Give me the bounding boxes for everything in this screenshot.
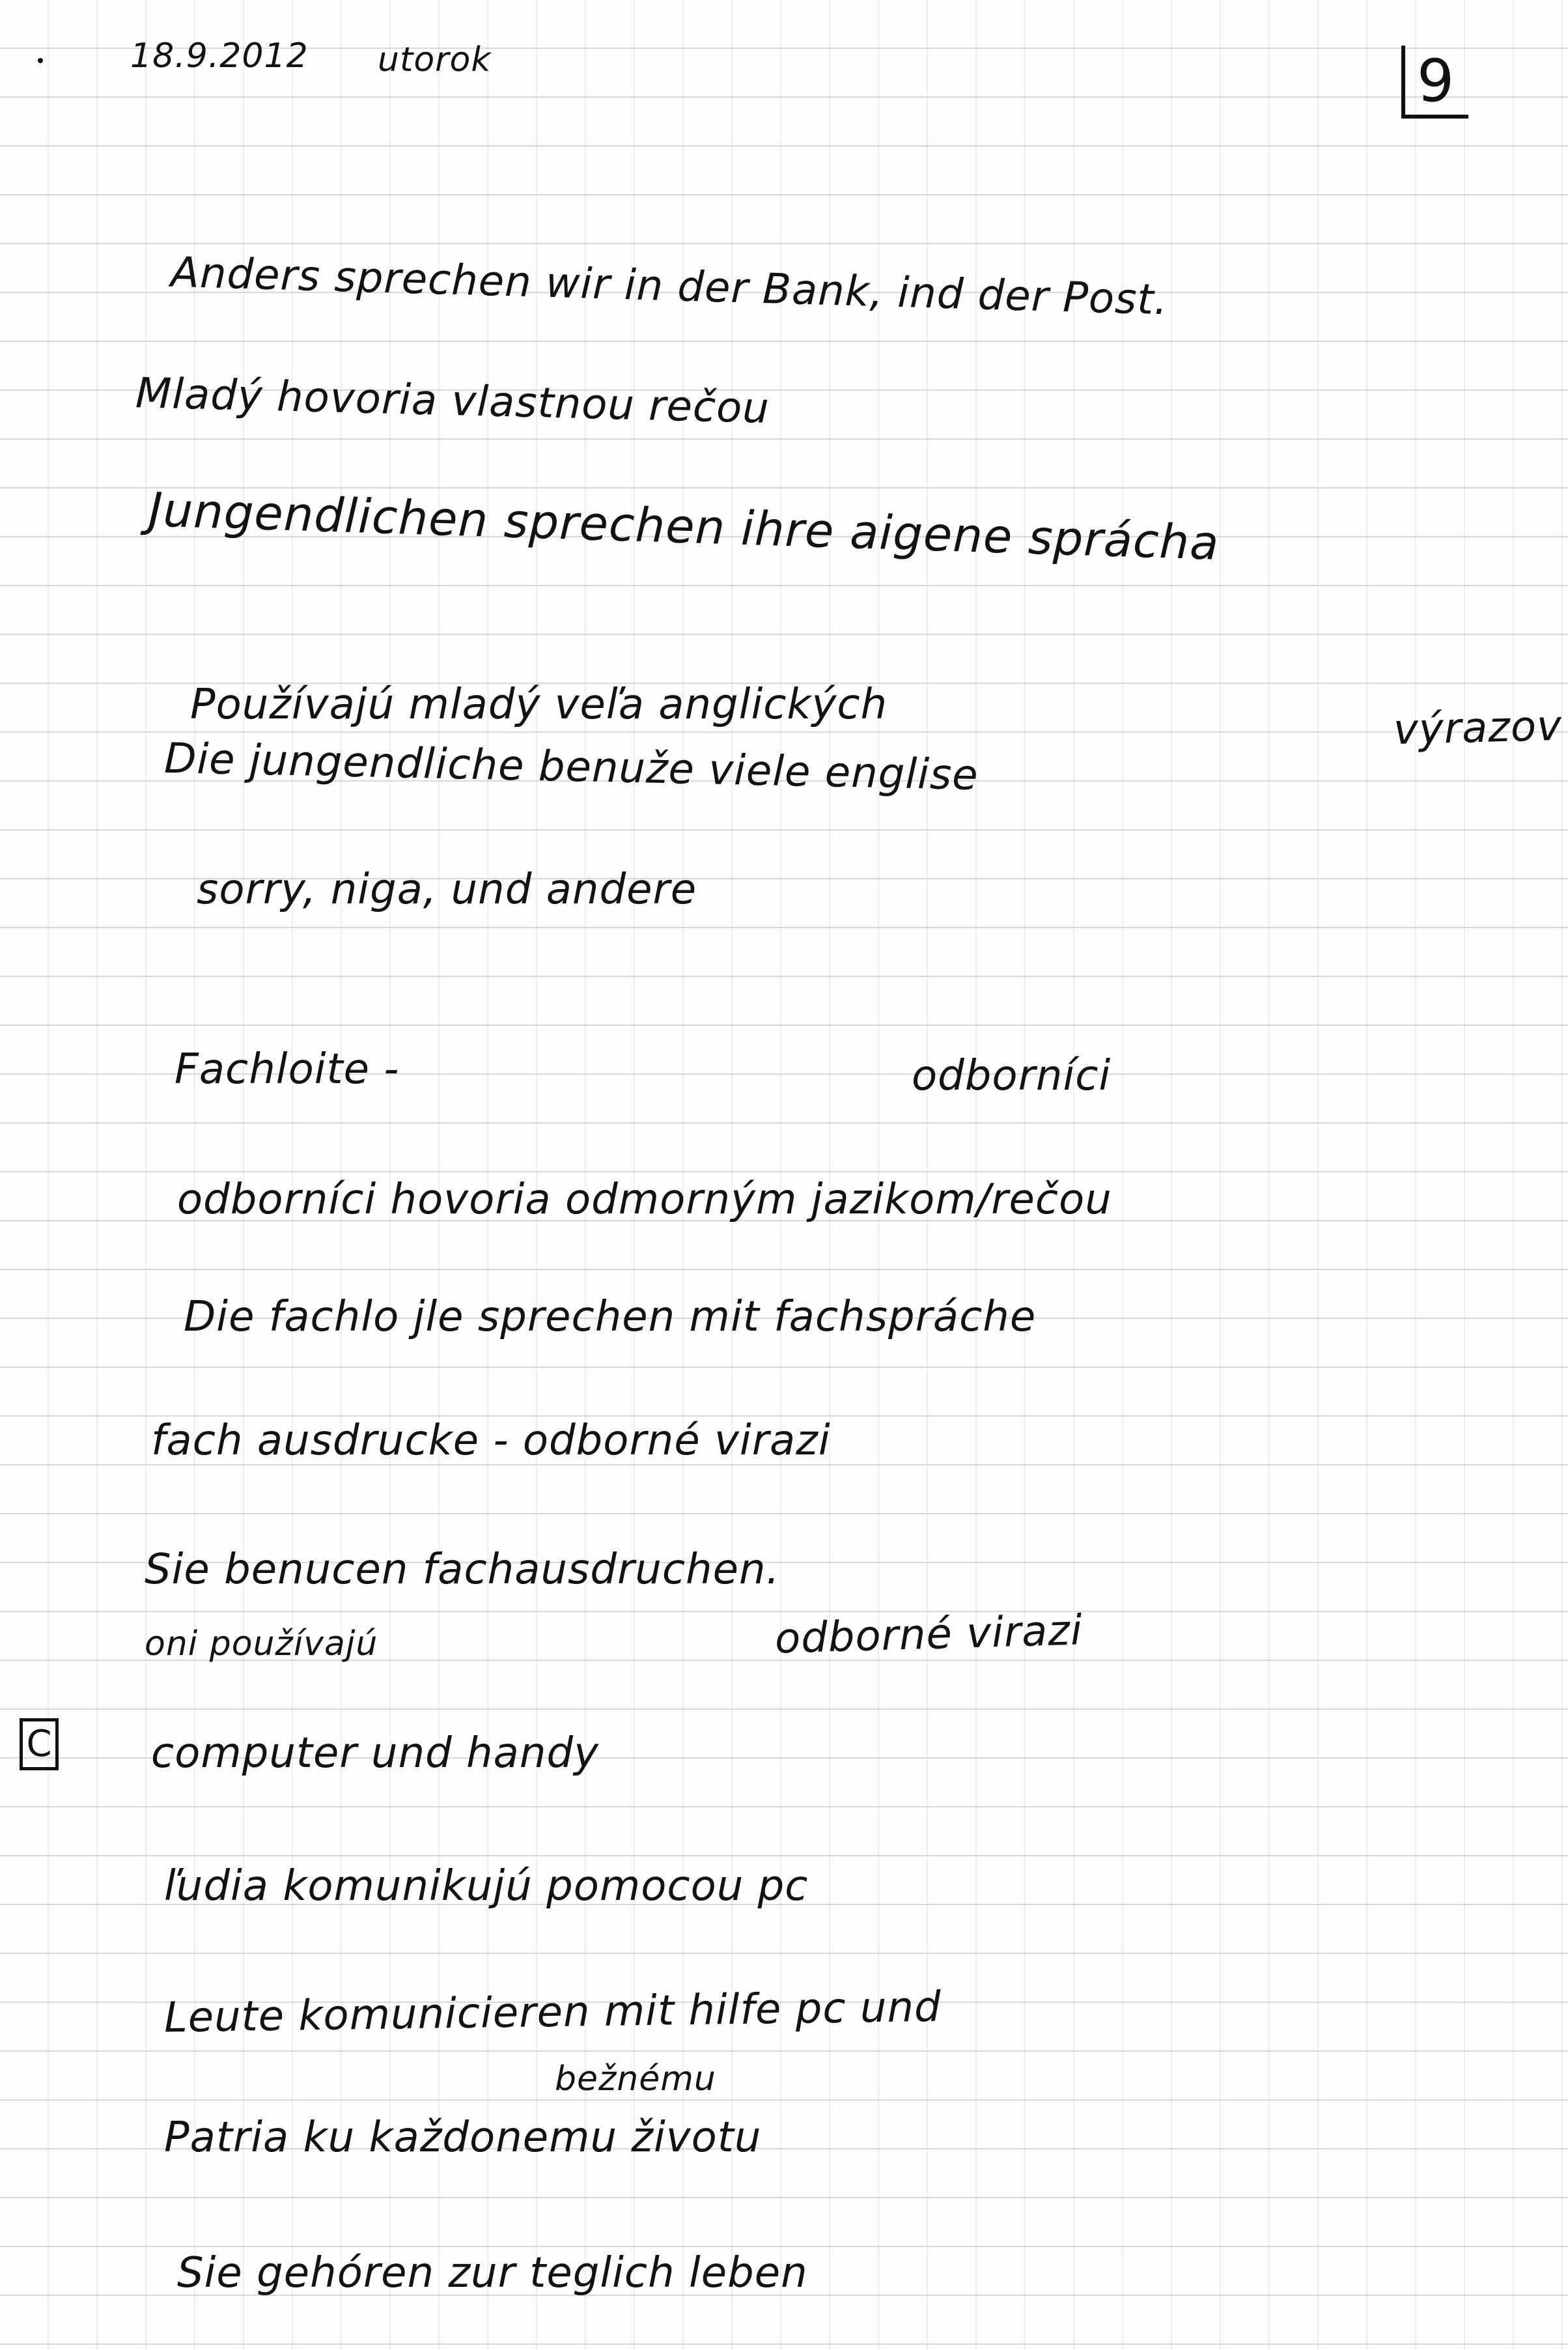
handwritten-line-12a: oni používajú [145,1624,378,1663]
weekday: utorok [378,40,492,79]
handwritten-line-17: Sie gehóren zur teglich leben [177,2249,808,2297]
handwritten-line-3: Jungendlichen sprechen ihre aigene sprácha [148,482,1220,571]
handwritten-line-11: Sie benucen fachausdruchen. [145,1546,780,1594]
handwritten-line-16: Patria ku každonemu životu [164,2114,762,2162]
handwritten-line-2: Mladý hovoria vlastnou rečou [135,369,770,433]
handwritten-line-4b: výrazov [1393,701,1563,755]
handwritten-line-8: odborníci hovoria odmorným jazikom/rečou [177,1176,1112,1224]
handwritten-line-12b: odborné virazi [774,1606,1084,1663]
handwritten-line-13: computer und handy [151,1729,599,1777]
handwritten-line-15: Leute komunicieren mit hilfe pc und [163,1983,942,2043]
handwritten-line-9: Die fachlo jle sprechen mit fachspráche [184,1293,1037,1341]
date: 18.9.2012 [130,36,309,76]
handwritten-line-16a: bežnému [555,2060,716,2099]
handwritten-line-10: fach ausdrucke - odborné virazi [151,1417,831,1465]
handwritten-line-14: ľudia komunikujú pomocou pc [164,1862,809,1910]
page-number: 9 [1401,46,1468,119]
handwritten-line-7: Fachloite - [175,1045,400,1094]
handwritten-line-1: Anders sprechen wir in der Bank, ind der Post. [170,248,1169,325]
handwritten-line-7b: odborníci [912,1052,1112,1100]
handwritten-line-6: sorry, niga, und andere [197,866,697,914]
handwritten-line-5: Die jungendliche benuže viele englise [163,734,979,800]
section-marker: C [20,1718,59,1770]
handwritten-line-4: Používajú mladý veľa anglických [190,681,888,729]
dot-mark [38,58,43,63]
